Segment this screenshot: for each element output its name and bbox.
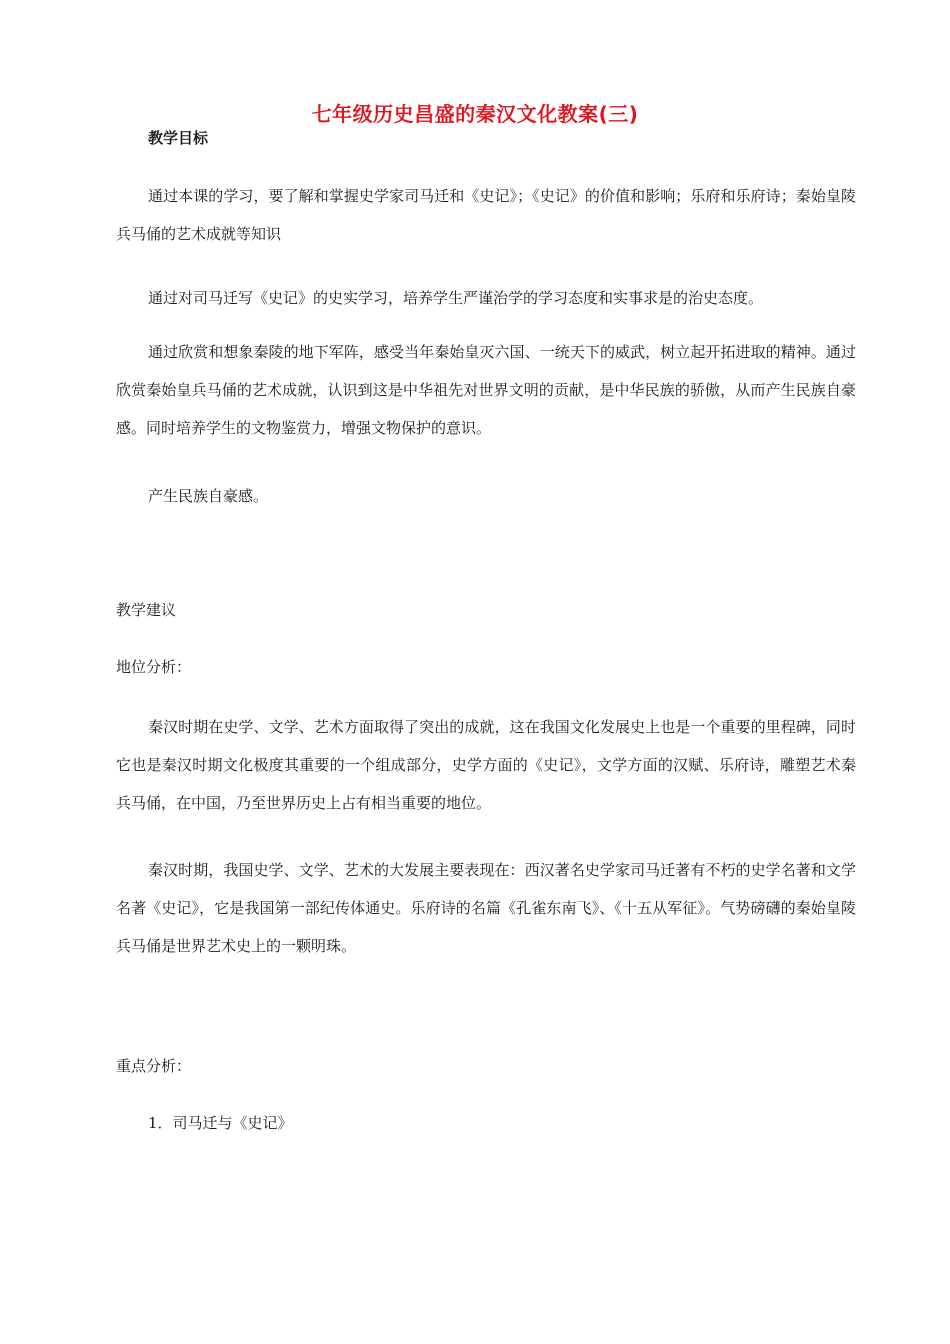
key-point-item-1: 1．司马迁与《史记》 <box>148 1114 293 1132</box>
suggestions-heading: 教学建议 <box>116 601 177 619</box>
objective-paragraph-4: 产生民族自豪感。 <box>148 487 269 505</box>
position-paragraph-1: 秦汉时期在史学、文学、艺术方面取得了突出的成就，这在我国文化发展史上也是一个重要的里程碑，同时它也是秦汉时期文化极度其重要的一个组成部分，史学方面的《史记》，文学方面的汉赋、乐府诗，雕塑艺术秦兵马俑，在中国，乃至世界历史上占有相当重要的地位。 <box>116 718 856 812</box>
document-title: 七年级历史昌盛的秦汉文化教案(三) <box>311 102 639 126</box>
objective-paragraph-3: 通过欣赏和想象秦陵的地下军阵，感受当年秦始皇灭六国、一统天下的威武，树立起开拓进取的精神。通过欣赏秦始皇兵马俑的艺术成就，认识到这是中华祖先对世界文明的贡献，是中华民族的骄傲，从而产生民族自豪感。同时培养学生的文物鉴赏力，增强文物保护的意识。 <box>116 343 856 437</box>
objective-paragraph-2: 通过对司马迁写《史记》的史实学习，培养学生严谨治学的学习态度和实事求是的治史态度。 <box>148 289 764 307</box>
position-paragraph-2: 秦汉时期，我国史学、文学、艺术的大发展主要表现在：西汉著名史学家司马迁著有不朽的史学名著和文学名著《史记》，它是我国第一部纪传体通史。乐府诗的名篇《孔雀东南飞》、《十五从军征》。气势磅礴的秦始皇陵兵马俑是世界艺术史上的一颗明珠。 <box>116 861 856 955</box>
key-points-heading: 重点分析： <box>116 1057 192 1075</box>
objectives-heading: 教学目标 <box>148 129 209 147</box>
position-heading: 地位分析： <box>116 658 192 676</box>
objective-paragraph-1: 通过本课的学习，要了解和掌握史学家司马迁和《史记》；《史记》的价值和影响；乐府和乐府诗；秦始皇陵兵马俑的艺术成就等知识 <box>116 187 856 243</box>
